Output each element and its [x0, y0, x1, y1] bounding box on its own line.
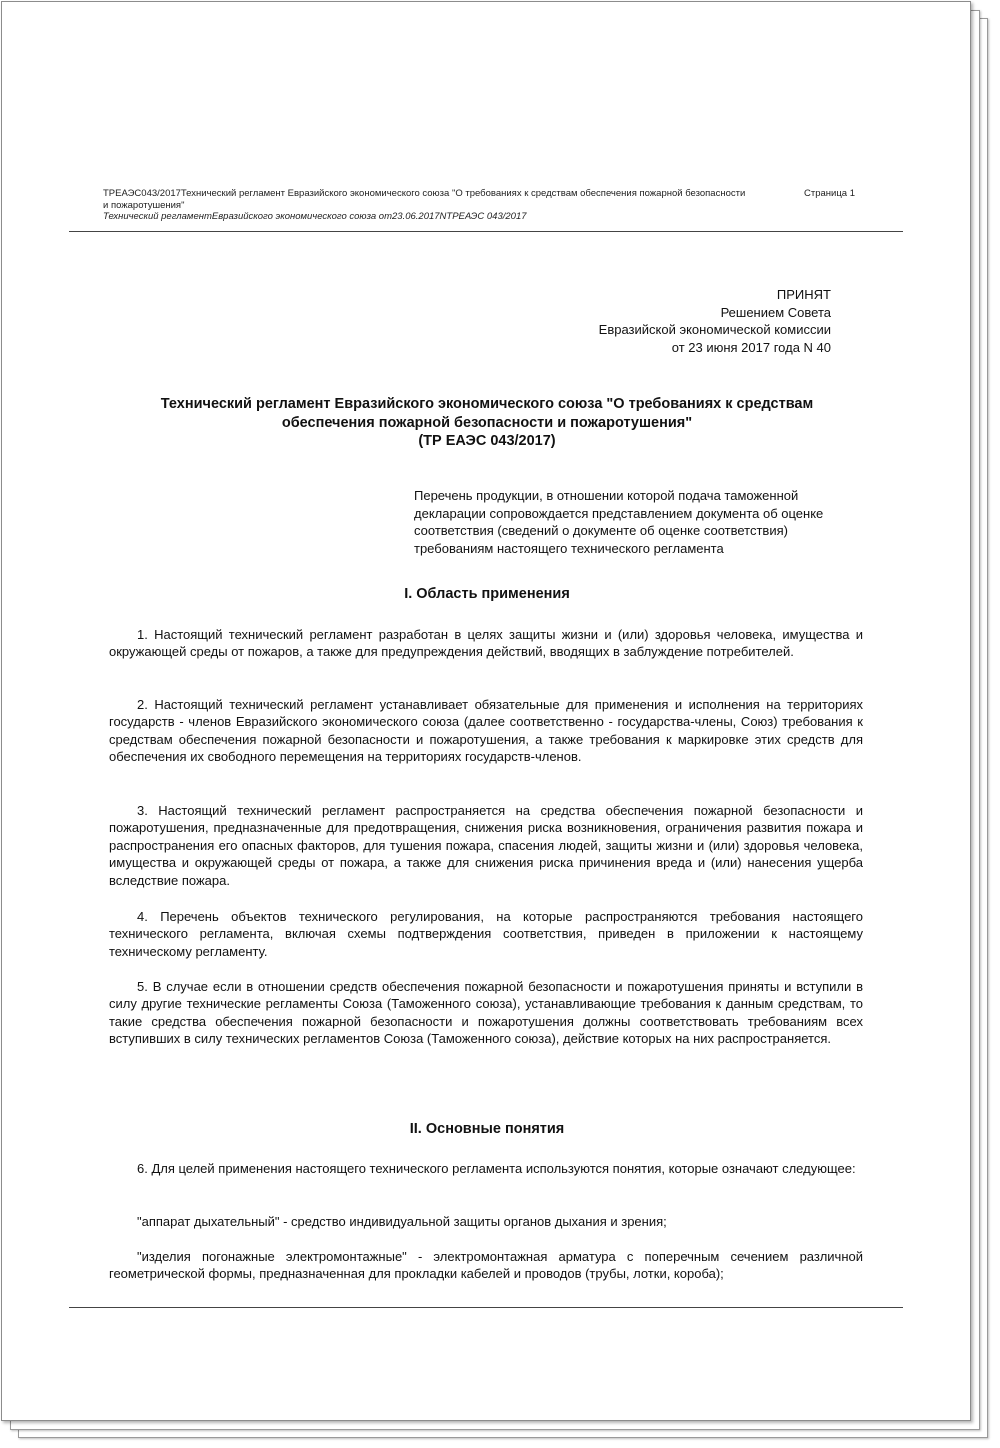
title-line: Технический регламент Евразийского экономического союза "О требованиях к средствам — [160, 396, 814, 412]
product-list-note: Перечень продукции, в отношении которой подача таможенной декларации сопровождается представлением документа об оценке соответствия (сведений о документе об оценке соответствия) требованиям настоящего технического регламента — [414, 488, 824, 556]
paragraph: "аппарат дыхательный" - средство индивидуальной защиты органов дыхания и зрения; — [137, 1214, 667, 1229]
section-heading: I. Область применения — [404, 586, 570, 602]
section-heading: II. Основные понятия — [409, 1121, 565, 1137]
paragraph: 1. Настоящий технический регламент разработан в целях защиты жизни и (или) здоровья человека, имущества и окружающей среды от пожаров, а также для предупреждения действий, вводящих в заблуждение потребителей. — [109, 627, 863, 660]
header-document-reference: Технический регламентЕвразийского экономического союза от23.06.2017NТРЕАЭС 043/2017 — [103, 211, 527, 222]
acceptance-line: ПРИНЯТ — [776, 287, 831, 302]
header-divider — [69, 231, 903, 232]
paragraph: 2. Настоящий технический регламент устанавливает обязательные для применения и исполнения на территориях государств - членов Евразийского экономического союза (далее соответственно - государства-члены, Союз) требования к средствам обеспечения пожарной безопасности и пожаротушения, а также требования к маркировке этих средств для обеспечения их свободного перемещения на территориях государств-членов. — [109, 697, 863, 765]
acceptance-line: Решением Совета — [720, 304, 831, 320]
document-page — [1, 1, 971, 1421]
paragraph: 4. Перечень объектов технического регулирования, на которые распространяются требования настоящего технического регламента, включая схемы подтверждения соответствия, приведен в приложении к настоящему техническому регламенту. — [109, 909, 863, 959]
title-line: обеспечения пожарной безопасности и пожаротушения" — [281, 414, 693, 431]
acceptance-line: Евразийской экономической комиссии — [598, 322, 831, 337]
title-line: (ТР ЕАЭС 043/2017) — [418, 433, 556, 449]
document-title — [102, 395, 872, 451]
footer-divider — [69, 1307, 903, 1308]
header-document-title: ТРЕАЭС043/2017Технический регламент Евразийского экономического союза "О требованиях к средствам обеспечения пожарной безопасности и пожаротушения" — [103, 188, 746, 211]
paragraph: "изделия погонажные электромонтажные" - электромонтажная арматура с поперечным сечением различной геометрической формы, предназначенная для прокладки кабелей и проводов (трубы, лотки, короба); — [109, 1249, 863, 1282]
acceptance-block — [599, 286, 831, 356]
paragraph: 6. Для целей применения настоящего технического регламента используются понятия, которые означают следующее: — [137, 1161, 856, 1176]
paragraph: 5. В случае если в отношении средств обеспечения пожарной безопасности и пожаротушения приняты и вступили в силу другие технические регламенты Союза (Таможенного союза), устанавливающие требования к данным средствам, то такие средства обеспечения пожарной безопасности и пожаротушения должны соответствовать требованиям всех вступивших в силу технических регламентов Союза (Таможенного союза), действие которых на них распространяется. — [109, 979, 863, 1047]
header-page-number: Страница 1 — [804, 188, 855, 199]
running-header — [103, 188, 863, 223]
acceptance-line: от 23 июня 2017 года N 40 — [671, 339, 831, 355]
paragraph: 3. Настоящий технический регламент распространяется на средства обеспечения пожарной безопасности и пожаротушения, предназначенные для предотвращения, снижения риска возникновения, ограничения развития пожара и распространения его опасных факторов, для тушения пожара, спасения людей, защиты жизни и (или) здоровья человека, имущества и окружающей среды от пожара, а также для снижения риска причинения вреда и (или) нанесения ущерба вследствие пожара. — [109, 803, 863, 888]
